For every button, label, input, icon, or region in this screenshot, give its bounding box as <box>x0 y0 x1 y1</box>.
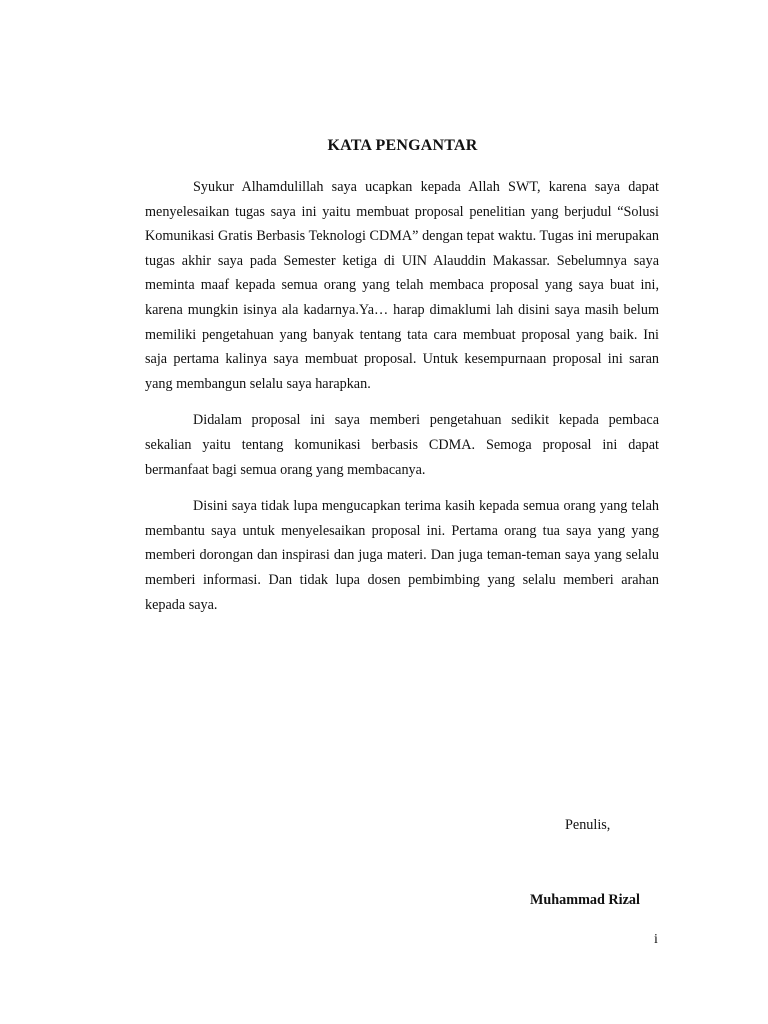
closing-text: Penulis, <box>565 817 611 833</box>
author-name: Muhammad Rizal <box>530 892 640 908</box>
paragraph-2: Didalam proposal ini saya memberi pengetahuan sedikit kepada pembaca sekalian yaitu tentang komunikasi berbasis CDMA. Semoga proposal ini dapat bermanfaat bagi semua orang yang membacanya. <box>145 412 659 478</box>
paragraph-1: Syukur Alhamdulillah saya ucapkan kepada Allah SWT, karena saya dapat menyelesaikan tugas saya ini yaitu membuat proposal penelitian yang berjudul “Solusi Komunikasi Gratis Berbasis Teknologi CDMA” dengan tepat waktu. Tugas ini merupakan tugas akhir saya pada Semester ketiga di UIN Alauddin Makassar. Sebelumnya saya meminta maaf kepada semua orang yang telah membaca proposal yang saya buat ini, karena mungkin isinya ala kadarnya.Ya… harap dimaklumi lah disini saya masih belum memiliki pengetahuan yang banyak tentang tata cara membuat proposal yang baik. Ini saja pertama kalinya saya membuat proposal. Untuk kesempurnaan proposal ini saran yang membangun selalu saya harapkan. <box>145 179 659 392</box>
paragraph-3: Disini saya tidak lupa mengucapkan terima kasih kepada semua orang yang telah membantu saya untuk menyelesaikan proposal ini. Pertama orang tua saya yang yang memberi dorongan dan inspirasi dan juga materi. Dan juga teman-teman saya yang selalu memberi informasi. Dan tidak lupa dosen pembimbing yang selalu memberi arahan kepada saya. <box>145 498 659 613</box>
page-title: KATA PENGANTAR <box>327 137 478 154</box>
page-number: i <box>654 932 658 947</box>
body-text <box>145 175 659 629</box>
